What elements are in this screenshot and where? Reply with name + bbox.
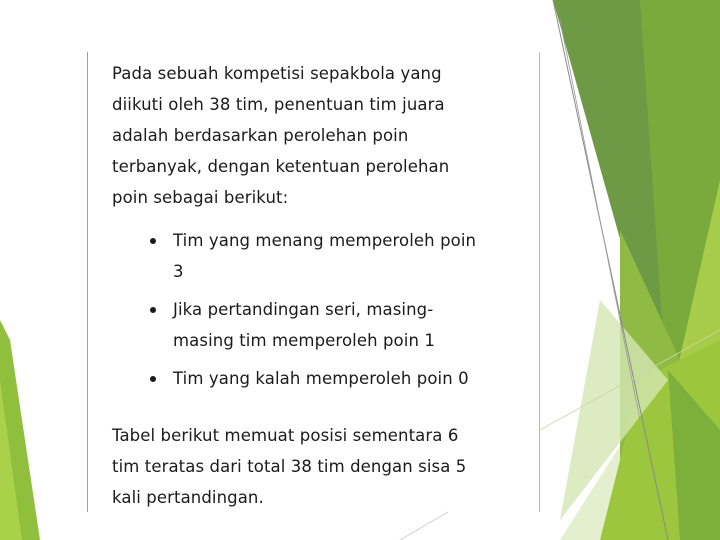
text-line: poin sebagai berikut: xyxy=(112,188,289,207)
text-line: terbanyak, dengan ketentuan perolehan xyxy=(112,157,450,176)
bullet-icon xyxy=(150,376,156,382)
intro-paragraph xyxy=(112,58,522,213)
list-item xyxy=(112,225,522,287)
text-line: Tim yang kalah memperoleh poin 0 xyxy=(173,369,469,388)
text-line: masing tim memperoleh poin 1 xyxy=(173,331,435,350)
text-line: Tabel berikut memuat posisi sementara 6 xyxy=(112,426,459,445)
list-item xyxy=(112,363,522,394)
text-line: 3 xyxy=(173,262,184,281)
list-item xyxy=(112,294,522,356)
decor-thin-line-4 xyxy=(400,512,448,540)
bullet-icon xyxy=(150,307,156,313)
text-line: Tim yang menang memperoleh poin xyxy=(173,231,477,250)
text-line: Pada sebuah kompetisi sepakbola yang xyxy=(112,64,442,83)
text-line: Jika pertandingan seri, masing- xyxy=(173,300,434,319)
right-frame-line xyxy=(539,52,540,512)
text-line: kali pertandingan. xyxy=(112,488,264,507)
rules-list xyxy=(112,225,522,394)
text-line: tim teratas dari total 38 tim dengan sisa 5 xyxy=(112,457,467,476)
closing-paragraph xyxy=(112,420,522,513)
bullet-icon xyxy=(150,238,156,244)
slide-text xyxy=(112,58,522,513)
text-line: adalah berdasarkan perolehan poin xyxy=(112,126,409,145)
left-frame-line xyxy=(87,52,88,512)
text-line: diikuti oleh 38 tim, penentuan tim juara xyxy=(112,95,445,114)
